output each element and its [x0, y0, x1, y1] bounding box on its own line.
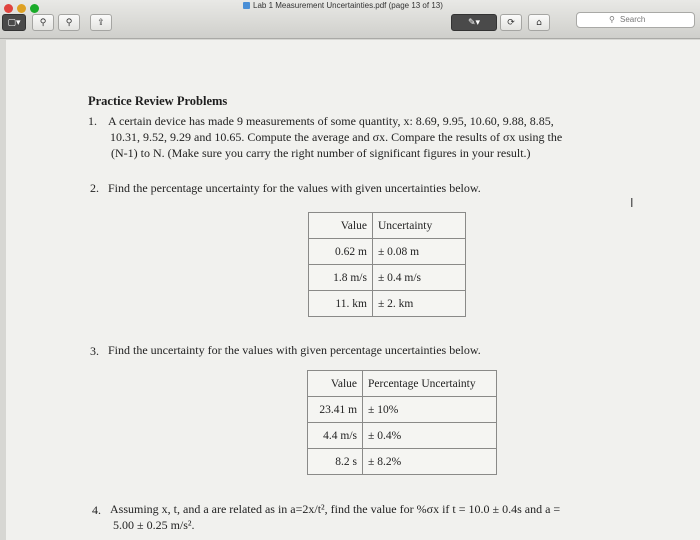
problem-4-line-1: Assuming x, t, and a are related as in a=2x/t², find the value for %σx if t = 10.0 ± 0.4s and a =	[110, 502, 561, 516]
problem-3-text: Find the uncertainty for the values with given percentage uncertainties below.	[108, 343, 481, 357]
table-cell: 1.8 m/s	[309, 265, 373, 291]
table-cell: ± 0.08 m	[372, 239, 465, 265]
problem-1-line-2: 10.31, 9.52, 9.29 and 10.65. Compute the average and σx. Compare the results of σx using the	[110, 130, 563, 144]
share-button[interactable]	[90, 14, 112, 31]
zoom-in-button[interactable]	[58, 14, 80, 31]
problem-4-number: 4.	[92, 503, 101, 517]
table-row	[309, 265, 466, 291]
problem-2-text: Find the percentage uncertainty for the values with given uncertainties below.	[108, 181, 481, 195]
problem-3-number: 3.	[90, 344, 99, 358]
search-placeholder: Search	[620, 15, 646, 24]
problem-1-line-1: A certain device has made 9 measurements of some quantity, x: 8.69, 9.95, 10.60, 9.88, 8.85,	[108, 114, 554, 128]
table-row	[308, 397, 497, 423]
text-cursor-icon: I	[630, 196, 634, 210]
table-cell: ± 10%	[363, 397, 497, 423]
zoom-out-button[interactable]	[32, 14, 54, 31]
pdf-document-icon	[243, 2, 250, 9]
minimize-button[interactable]	[17, 4, 26, 13]
uncertainty-table	[308, 212, 466, 317]
problem-4-line-2: 5.00 ± 0.25 m/s².	[113, 518, 195, 532]
toolbox-button[interactable]	[528, 14, 550, 31]
table-header-cell: Value	[309, 213, 373, 239]
search-input[interactable]	[576, 12, 695, 28]
table-header-row	[309, 213, 466, 239]
table-header-cell: Value	[308, 371, 363, 397]
percentage-uncertainty-table	[307, 370, 497, 475]
problem-1-line-3: (N-1) to N. (Make sure you carry the right number of significant figures in your result.)	[111, 146, 531, 160]
table-row	[309, 291, 466, 317]
table-cell: 4.4 m/s	[308, 423, 363, 449]
close-button[interactable]	[4, 4, 13, 13]
table-row	[309, 239, 466, 265]
table-cell: 23.41 m	[308, 397, 363, 423]
table-row	[308, 449, 497, 475]
table-header-cell: Percentage Uncertainty	[363, 371, 497, 397]
search-icon: ⚲	[609, 15, 615, 24]
table-cell: 0.62 m	[309, 239, 373, 265]
table-header-cell: Uncertainty	[372, 213, 465, 239]
window-controls	[4, 4, 39, 13]
share-icon: ⇪	[97, 17, 105, 28]
table-cell: 11. km	[309, 291, 373, 317]
table-cell: ± 0.4 m/s	[372, 265, 465, 291]
table-cell: ± 2. km	[372, 291, 465, 317]
problem-1-number: 1.	[88, 114, 97, 128]
pen-icon: ✎▾	[467, 17, 481, 28]
sidebar-toggle-button[interactable]: ▢▾	[2, 14, 26, 31]
zoom-in-icon: ⚲	[65, 17, 73, 28]
table-cell: ± 0.4%	[363, 423, 497, 449]
rotate-icon: ⟳	[507, 17, 515, 28]
rotate-button[interactable]	[500, 14, 522, 31]
table-cell: ± 8.2%	[363, 449, 497, 475]
table-cell: 8.2 s	[308, 449, 363, 475]
zoom-out-icon: ⚲	[39, 17, 47, 28]
window-title	[243, 1, 443, 10]
problem-2-number: 2.	[90, 181, 99, 195]
page-heading: Practice Review Problems	[88, 94, 228, 108]
table-row	[308, 423, 497, 449]
window-toolbar	[0, 0, 700, 39]
toolbox-icon: ⌂	[536, 17, 542, 28]
markup-button[interactable]	[451, 14, 497, 31]
table-header-row	[308, 371, 497, 397]
zoom-button[interactable]	[30, 4, 39, 13]
window-title-text: Lab 1 Measurement Uncertainties.pdf (page 13 of 13)	[253, 1, 443, 10]
